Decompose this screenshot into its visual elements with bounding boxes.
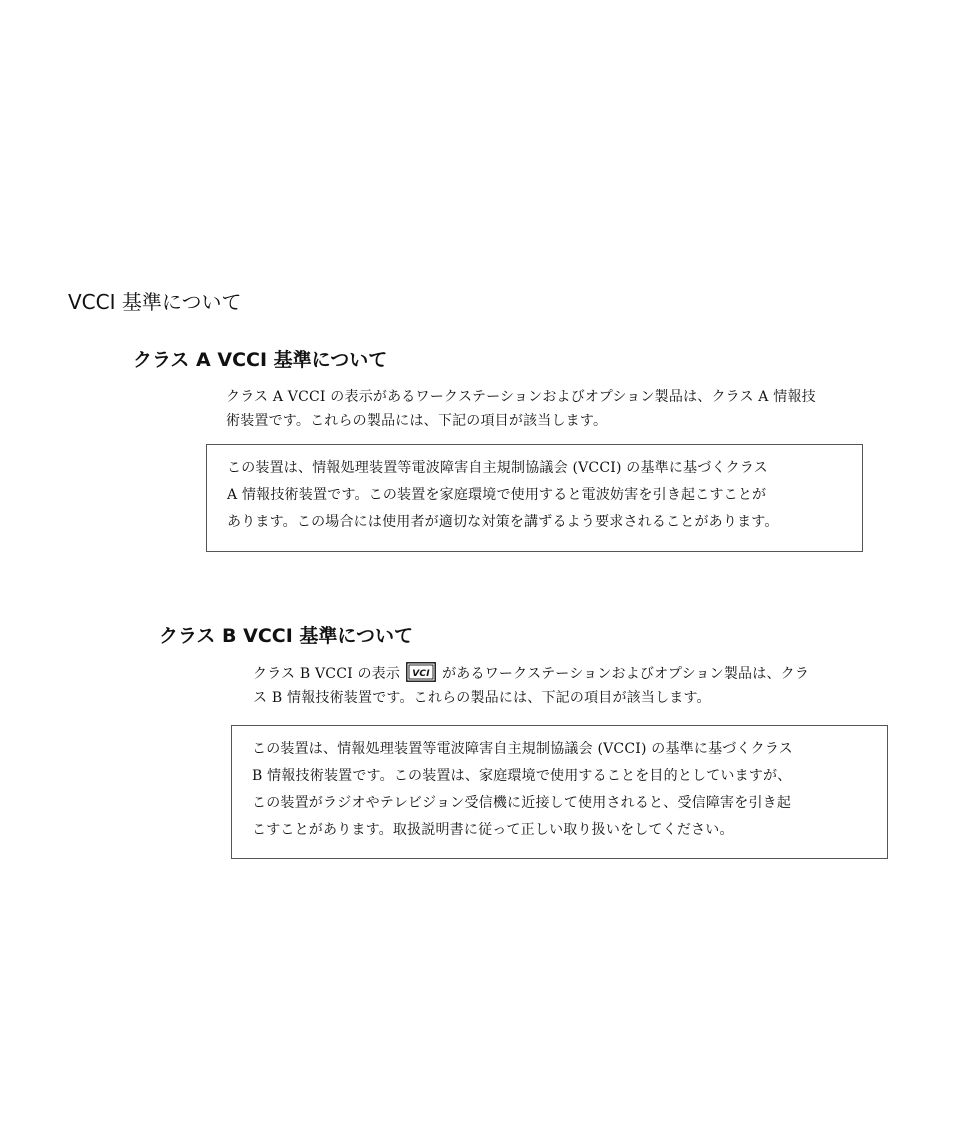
class-a-notice-box: [206, 444, 863, 552]
class-a-heading: クラス A VCCI 基準について: [133, 349, 388, 371]
class-b-intro: [253, 662, 809, 710]
class-b-notice-line-2: B 情報技術装置です。この装置は、家庭環境で使用することを目的としていますが、: [252, 768, 792, 784]
class-a-notice-line-1: この装置は、情報処理装置等電波障害自主規制協議会 (VCCI) の基準に基づくクラス: [227, 460, 768, 476]
page-title: VCCI 基準について: [68, 290, 242, 314]
class-b-intro-line-2: ス B 情報技術装置です。これらの製品には、下記の項目が該当します。: [253, 690, 711, 706]
class-a-intro-line-1: クラス A VCCI の表示があるワークステーションおよびオプション製品は、クラス A 情報技: [226, 389, 816, 405]
class-b-notice-line-1: この装置は、情報処理装置等電波障害自主規制協議会 (VCCI) の基準に基づくクラス: [252, 741, 793, 757]
class-b-intro-before-mark: クラス B VCCI の表示: [253, 666, 401, 682]
vcci-mark-icon: [406, 662, 436, 682]
class-b-notice-box: [231, 725, 888, 859]
class-b-intro-line-1: [253, 662, 809, 686]
class-a-notice-line-2: A 情報技術装置です。この装置を家庭環境で使用すると電波妨害を引き起こすことが: [227, 487, 767, 503]
class-a-intro-line-2: 術装置です。これらの製品には、下記の項目が該当します。: [226, 413, 608, 429]
class-b-intro-after-mark: があるワークステーションおよびオプション製品は、クラ: [442, 666, 810, 682]
class-a-notice-line-3: あります。この場合には使用者が適切な対策を講ずるよう要求されることがあります。: [227, 514, 779, 530]
class-b-notice-line-3: この装置がラジオやテレビジョン受信機に近接して使用されると、受信障害を引き起: [252, 795, 792, 811]
class-b-notice-line-4: こすことがあります。取扱説明書に従って正しい取り扱いをしてください。: [252, 822, 734, 838]
class-b-heading: クラス B VCCI 基準について: [159, 625, 414, 647]
class-a-intro: [226, 385, 816, 433]
vcci-mark-text: VCI: [412, 669, 430, 679]
